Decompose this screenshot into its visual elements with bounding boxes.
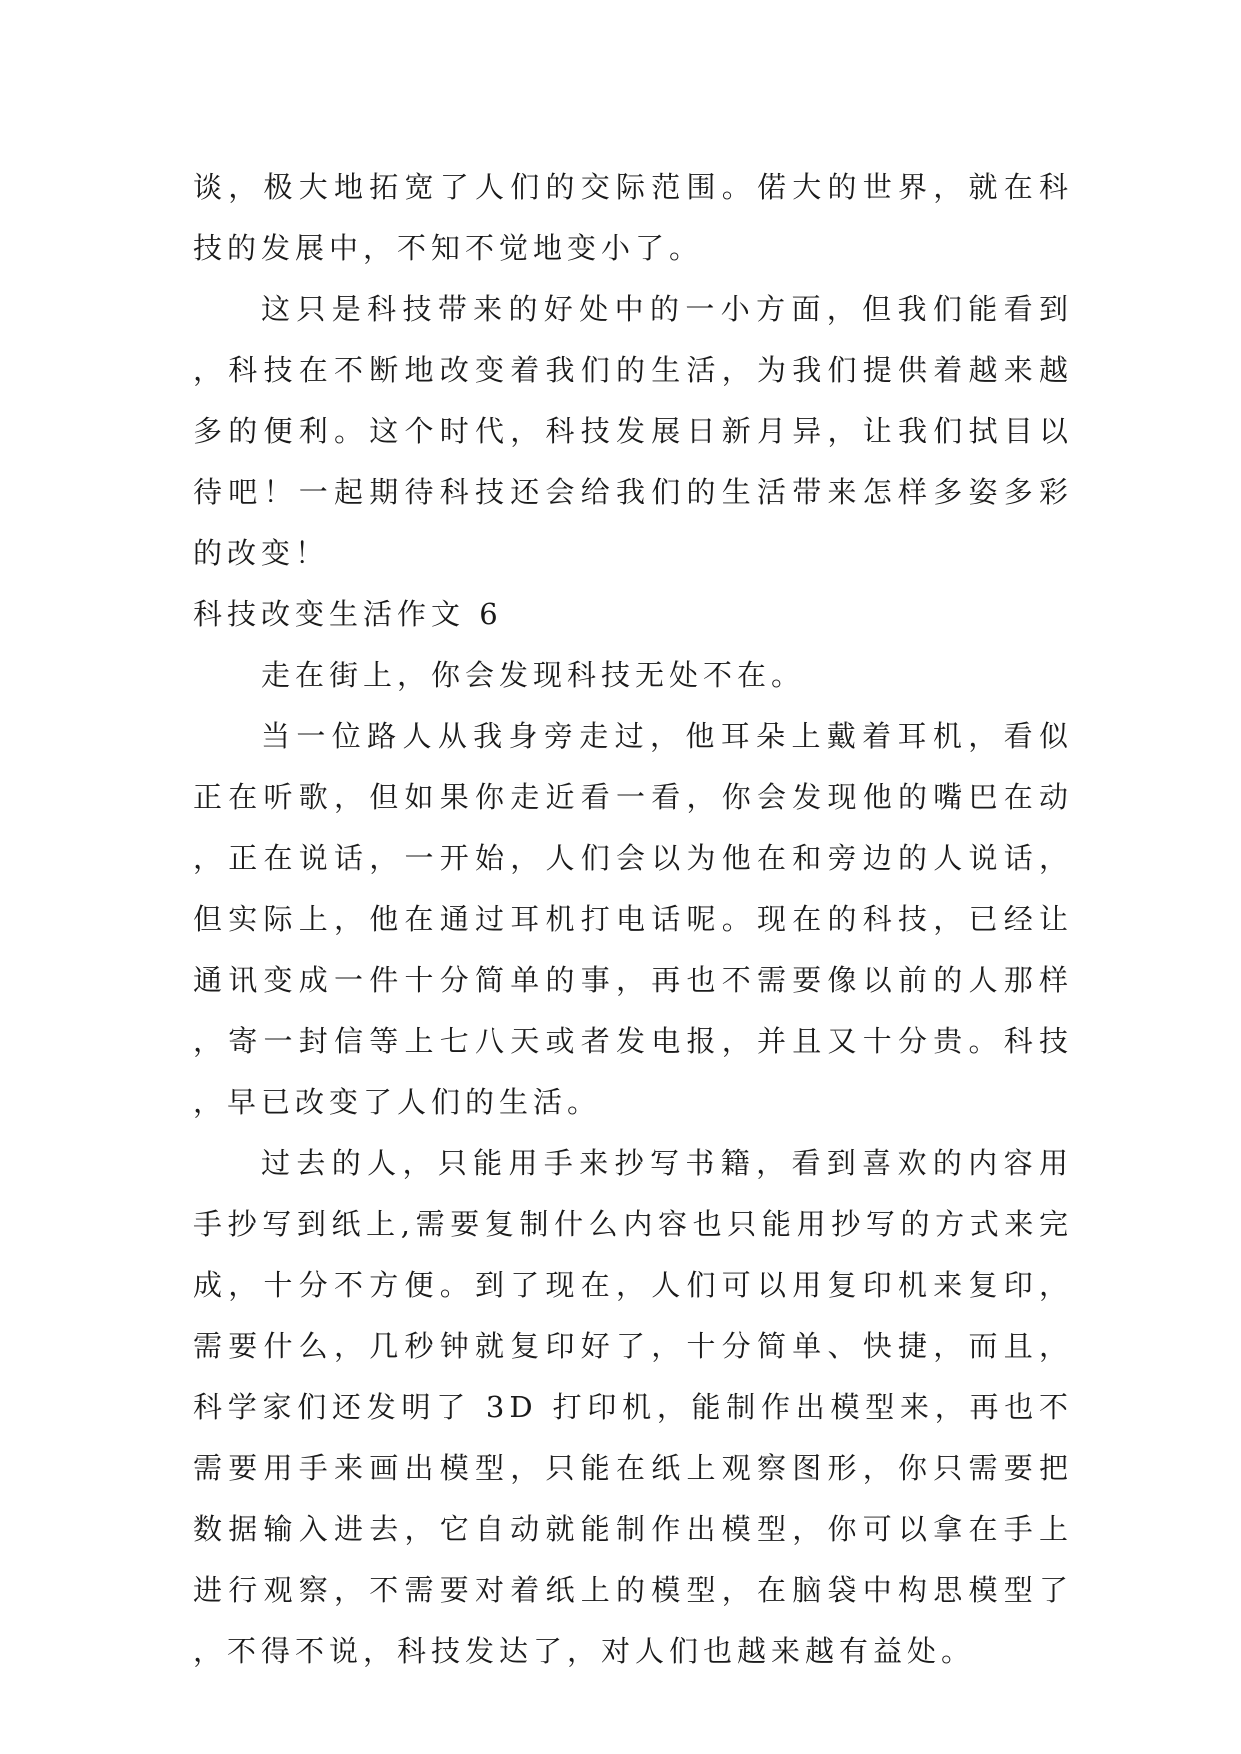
paragraph-continued: 谈，极大地拓宽了人们的交际范围。偌大的世界，就在科技的发展中，不知不觉地变小了。: [193, 170, 1073, 265]
paragraph: 这只是科技带来的好处中的一小方面，但我们能看到，科技在不断地改变着我们的生活，为我们提供着越来越多的便利。这个时代，科技发展日新月异，让我们拭目以待吧！一起期待科技还会给我们的生活带来怎样多姿多彩的改变！: [193, 292, 1073, 570]
paragraph: 走在街上，你会发现科技无处不在。: [261, 658, 806, 692]
paragraph: 当一位路人从我身旁走过，他耳朵上戴着耳机，看似正在听歌，但如果你走近看一看，你会发现他的嘴巴在动，正在说话，一开始，人们会以为他在和旁边的人说话，但实际上，他在通过耳机打电话呢。现在的科技，已经让通讯变成一件十分简单的事，再也不需要像以前的人那样，寄一封信等上七八天或者发电报，并且又十分贵。科技，早已改变了人们的生活。: [193, 719, 1073, 1119]
document-body: [193, 157, 1073, 1682]
paragraph: 过去的人，只能用手来抄写书籍，看到喜欢的内容用手抄写到纸上,需要复制什么内容也只能用抄写的方式来完成，十分不方便。到了现在，人们可以用复印机来复印，需要什么，几秒钟就复印好了，十分简单、快捷，而且，科学家们还发明了 3D 打印机，能制作出模型来，再也不需要用手来画出模型，只能在纸上观察图形，你只需要把数据输入进去，它自动就能制作出模型，你可以拿在手上进行观察，不需要对着纸上的模型，在脑袋中构思模型了，不得不说，科技发达了，对人们也越来越有益处。: [193, 1146, 1073, 1668]
section-heading: 科技改变生活作文 6: [193, 597, 503, 631]
